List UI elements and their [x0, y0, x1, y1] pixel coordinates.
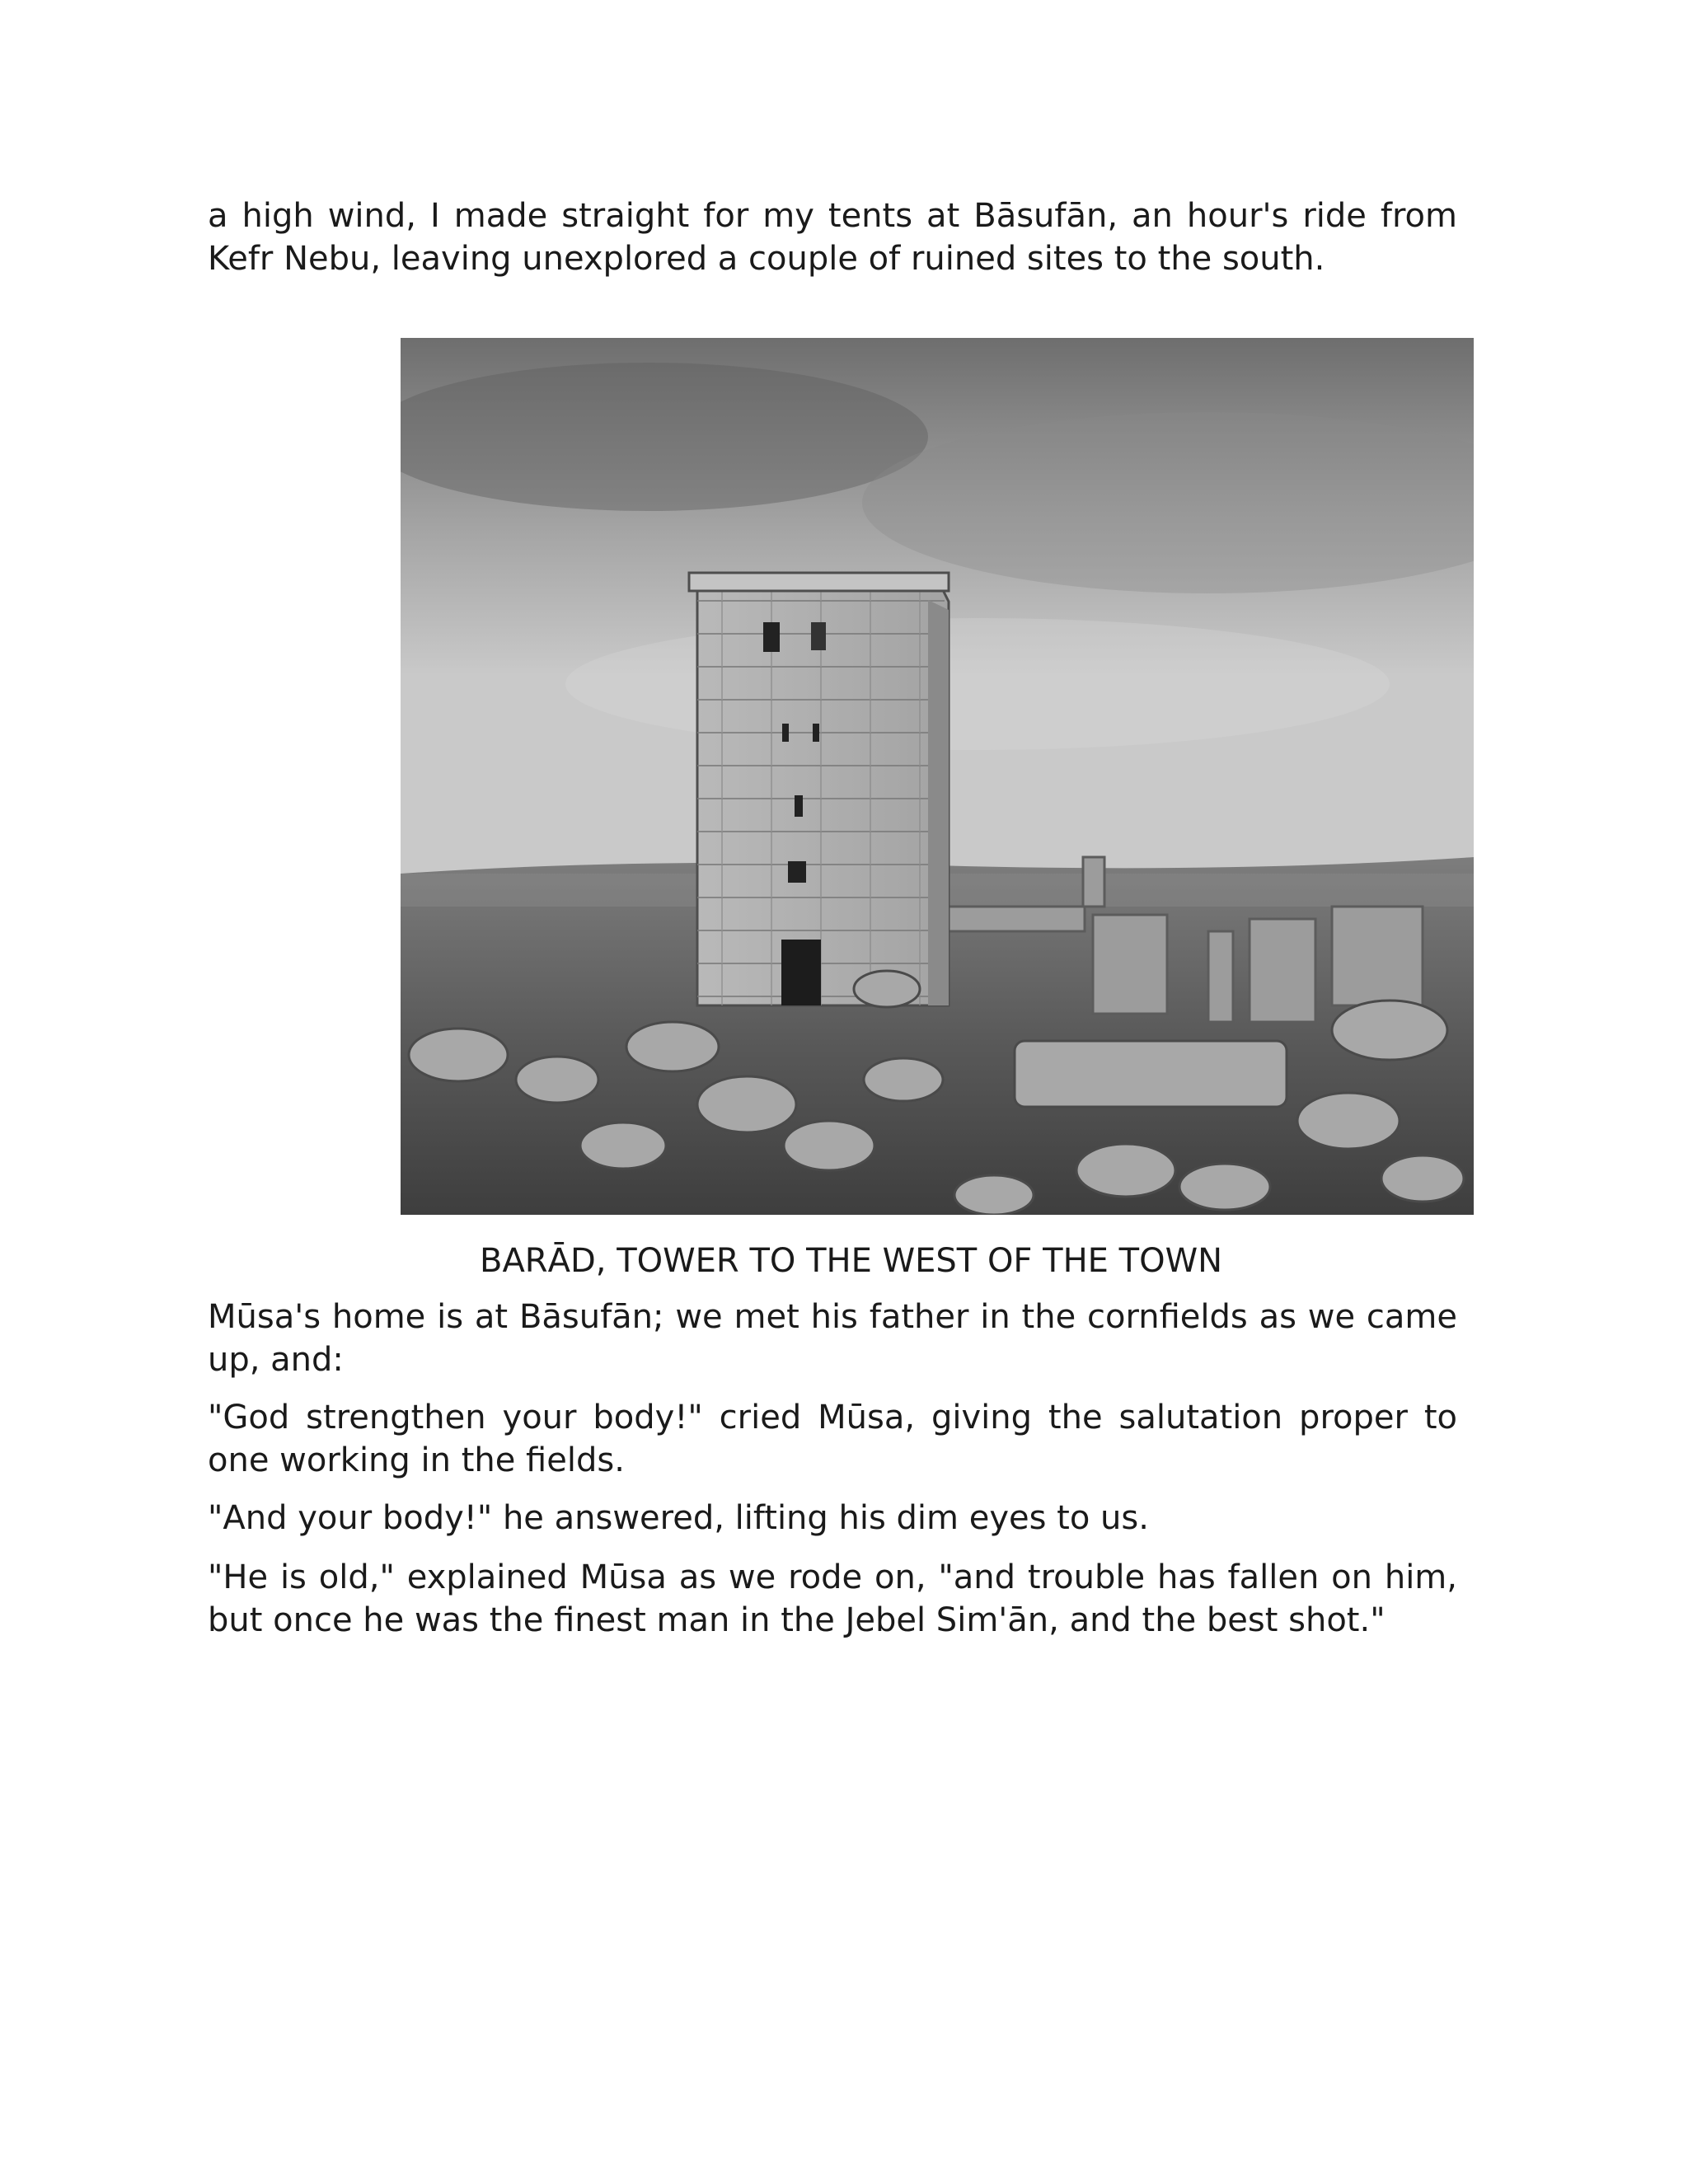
tower-photo-illustration: [401, 338, 1474, 1215]
stone-tower: [689, 573, 949, 1005]
paragraph-musa-home: Mūsa's home is at Bāsufān; we met his father in the cornfields as we came up, and:: [208, 1298, 1457, 1379]
paragraph-god-strengthen: "God strengthen your body!" cried Mūsa, giving the salutation proper to one working in the fields.: [208, 1399, 1457, 1479]
figure-caption: BARĀD, TOWER TO THE WEST OF THE TOWN: [480, 1242, 1223, 1280]
tower-photograph: [401, 338, 1474, 1215]
paragraph-old: "He is old," explained Mūsa as we rode on, "and trouble has fallen on him, but once he was the finest man in the Jebel Sim'ān, and the best shot.": [208, 1558, 1457, 1639]
paragraph-intro: a high wind, I made straight for my tents at Bāsufān, an hour's ride from Kefr Nebu, leaving unexplored a couple of ruined sites to the south.: [208, 197, 1457, 278]
paragraph-answer: "And your body!" he answered, lifting his dim eyes to us.: [208, 1499, 1149, 1537]
